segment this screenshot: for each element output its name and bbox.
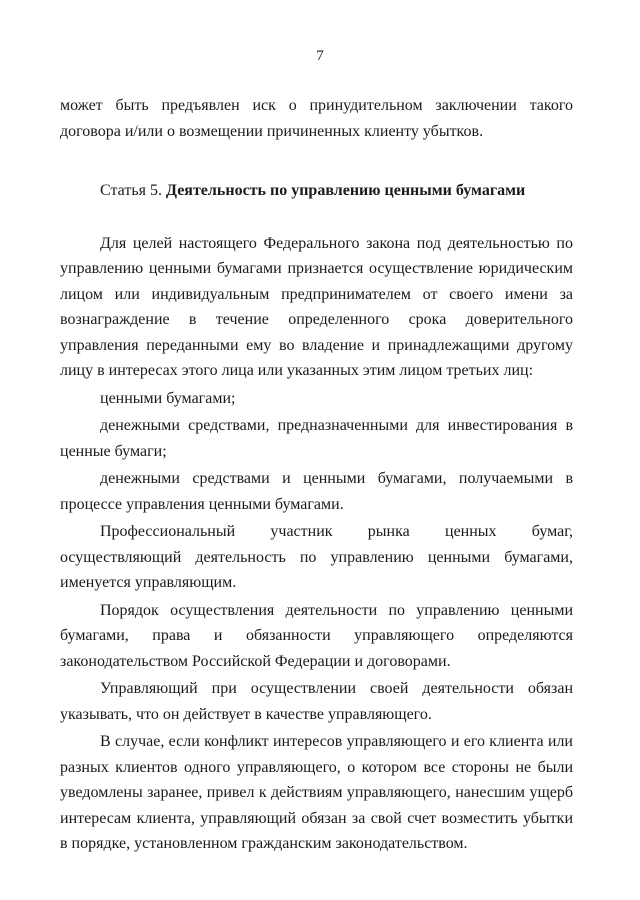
paragraph-procedure: Порядок осуществления деятельности по управлению ценными бумагами, права и обязанности управляющего определяются законодательством Российской Федерации и договорами. — [60, 601, 573, 670]
paragraph-manager-definition: Профессиональный участник рынка ценных бумаг, осуществляющий деятельность по управлению ценными бумагами, именуется управляющим. — [60, 523, 573, 591]
list-item-securities: ценными бумагами; — [100, 389, 236, 407]
paragraph-manager-obligation: Управляющий при осуществлении своей деятельности обязан указывать, что он действует в качестве управляющего. — [60, 680, 573, 723]
intro-paragraph: может быть предъявлен иск о принудительном заключении такого договора и/или о возмещении причиненных клиенту убытков. — [60, 97, 573, 140]
article-number: Статья 5. — [100, 182, 162, 199]
paragraph-definition: Для целей настоящего Федерального закона под деятельностью по управлению ценными бумагами признается осуществление юридическим лицом или индивидуальным предпринимателем от своего имени за вознаграждение в течение определенного срока доверительного управления переданными ему во владение и принадлежащими другому лицу в интересах этого лица или указанных этим лицом третьих лиц: — [60, 234, 573, 379]
list-item-investment-funds: денежными средствами, предназначенными для инвестирования в ценные бумаги; — [60, 417, 573, 460]
article-heading — [60, 178, 573, 204]
document-body — [60, 93, 573, 857]
article-title: Деятельность по управлению ценными бумагами — [165, 182, 526, 199]
paragraph-conflict-of-interest: В случае, если конфликт интересов управляющего и его клиента или разных клиентов одного управляющего, о котором все стороны не были уведомлены заранее, привел к действиям управляющего, нанесшим ущерб интересам клиента, управляющий обязан за свой счет возместить убытки в порядке, установленном гражданским законодательством. — [60, 733, 573, 852]
page-number: 7 — [316, 48, 324, 64]
list-item-funds-and-securities: денежными средствами и ценными бумагами, получаемыми в процессе управления ценными бумагами. — [60, 470, 573, 513]
